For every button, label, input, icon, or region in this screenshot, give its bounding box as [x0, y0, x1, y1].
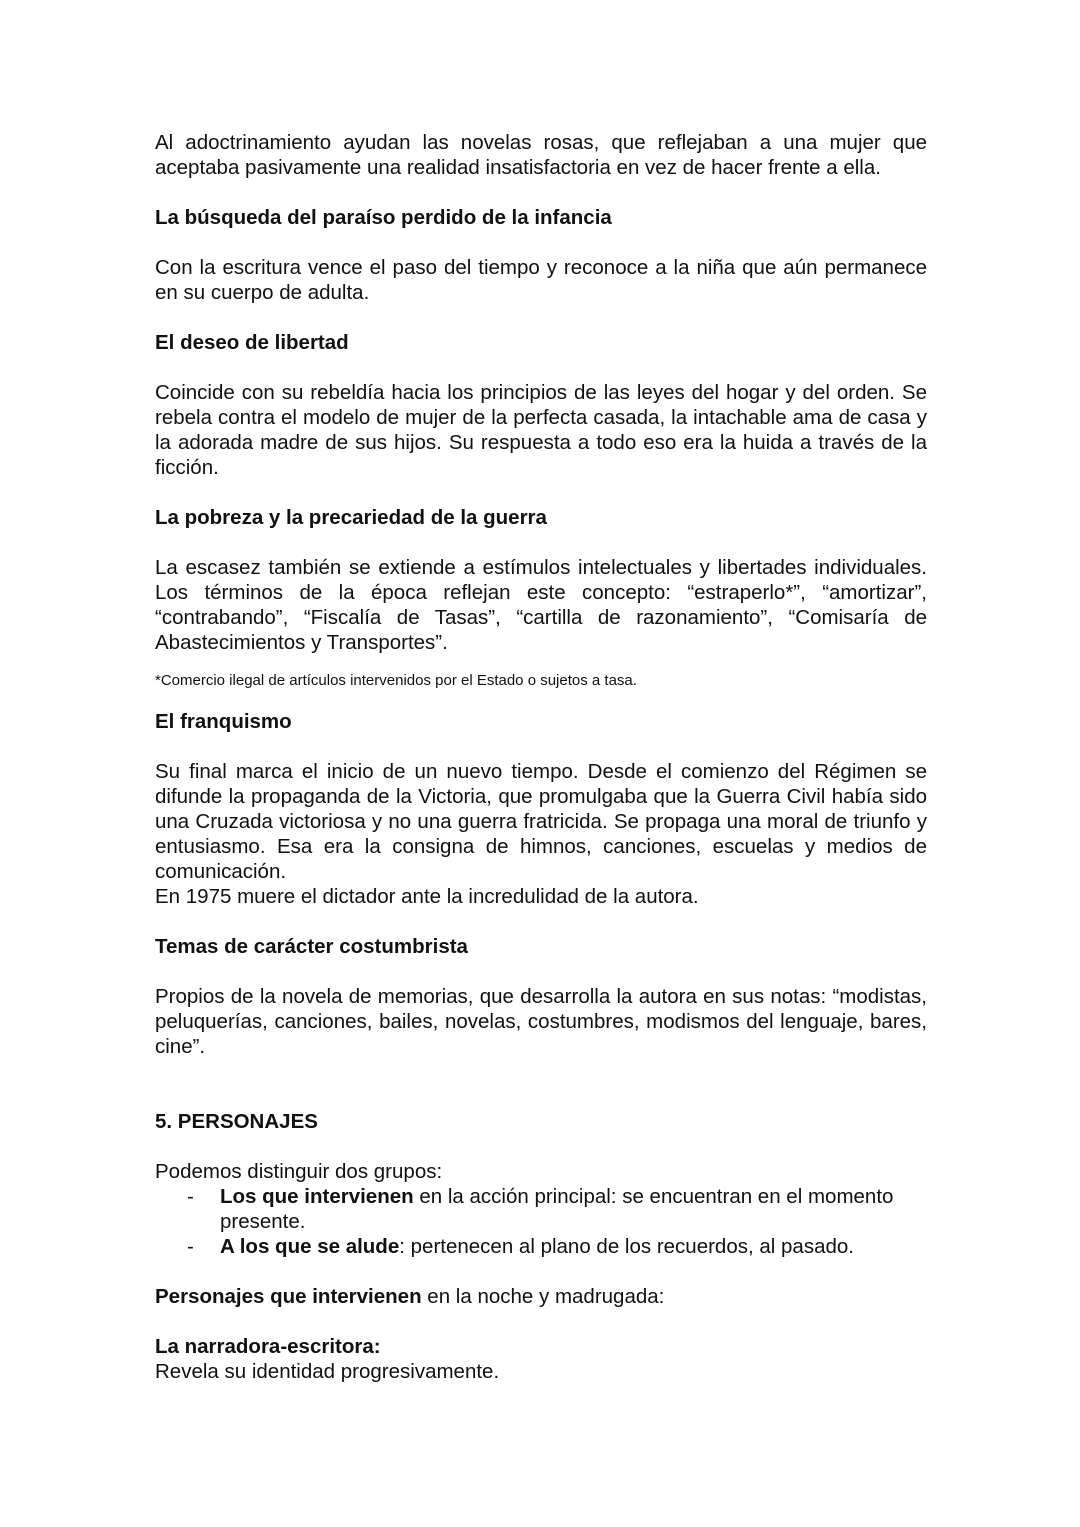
personajes-intro: Podemos distinguir dos grupos: [155, 1160, 443, 1183]
paragraph-costumbrista: Propios de la novela de memorias, que desarrolla la autora en sus notas: “modistas, peluquerías, canciones, bailes, novelas, costumbres, modismos del lenguaje, bares, cine”. [155, 985, 927, 1058]
heading-paraiso: La búsqueda del paraíso perdido de la infancia [155, 206, 612, 229]
list-item [220, 1184, 927, 1234]
paragraph-pobreza: La escasez también se extiende a estímulos intelectuales y libertades individuales. Los términos de la época reflejan este concepto: “estraperlo*”, “amortizar”, “contrabando”, “Fiscalía de Tasas”, “cartilla de razonamiento”, “Comisaría de Abastecimientos y Transportes”. [155, 556, 927, 654]
personajes-subheading [155, 1284, 927, 1309]
personajes-subheading-bold: Personajes que intervienen [155, 1285, 422, 1308]
heading-narradora: La narradora-escritora: [155, 1335, 381, 1358]
heading-libertad: El deseo de libertad [155, 331, 349, 354]
list-item-bold: Los que intervienen [220, 1185, 414, 1208]
heading-franquismo: El franquismo [155, 710, 292, 733]
paragraph-franquismo-1975: En 1975 muere el dictador ante la incredulidad de la autora. [155, 885, 699, 908]
intro-paragraph: Al adoctrinamiento ayudan las novelas rosas, que reflejaban a una mujer que aceptaba pasivamente una realidad insatisfactoria en vez de hacer frente a ella. [155, 131, 927, 179]
paragraph-paraiso: Con la escritura vence el paso del tiempo y reconoce a la niña que aún permanece en su cuerpo de adulta. [155, 256, 927, 304]
list-item-text: : pertenecen al plano de los recuerdos, al pasado. [399, 1235, 854, 1258]
paragraph-franquismo: Su final marca el inicio de un nuevo tiempo. Desde el comienzo del Régimen se difunde la propaganda de la Victoria, que promulgaba que la Guerra Civil había sido una Cruzada victoriosa y no una guerra fratricida. Se propaga una moral de triunfo y entusiasmo. Esa era la consigna de himnos, canciones, escuelas y medios de comunicación. [155, 760, 927, 883]
paragraph-narradora: Revela su identidad progresivamente. [155, 1360, 500, 1383]
list-item-bold: A los que se alude [220, 1235, 400, 1258]
heading-costumbrista: Temas de carácter costumbrista [155, 935, 468, 958]
list-item-text: en la acción principal: se encuentran en el momento presente. [220, 1185, 894, 1233]
list-item [220, 1234, 927, 1259]
personajes-subheading-text: en la noche y madrugada: [421, 1285, 665, 1308]
heading-personajes: 5. PERSONAJES [155, 1110, 318, 1133]
heading-pobreza: La pobreza y la precariedad de la guerra [155, 506, 547, 529]
footnote-estraperlo: *Comercio ilegal de artículos intervenidos por el Estado o sujetos a tasa. [155, 672, 637, 689]
document-page [155, 130, 927, 1384]
personajes-group-list [155, 1184, 927, 1259]
paragraph-libertad: Coincide con su rebeldía hacia los principios de las leyes del hogar y del orden. Se rebela contra el modelo de mujer de la perfecta casada, la intachable ama de casa y la adorada madre de sus hijos. Su respuesta a todo eso era la huida a través de la ficción. [155, 381, 927, 479]
